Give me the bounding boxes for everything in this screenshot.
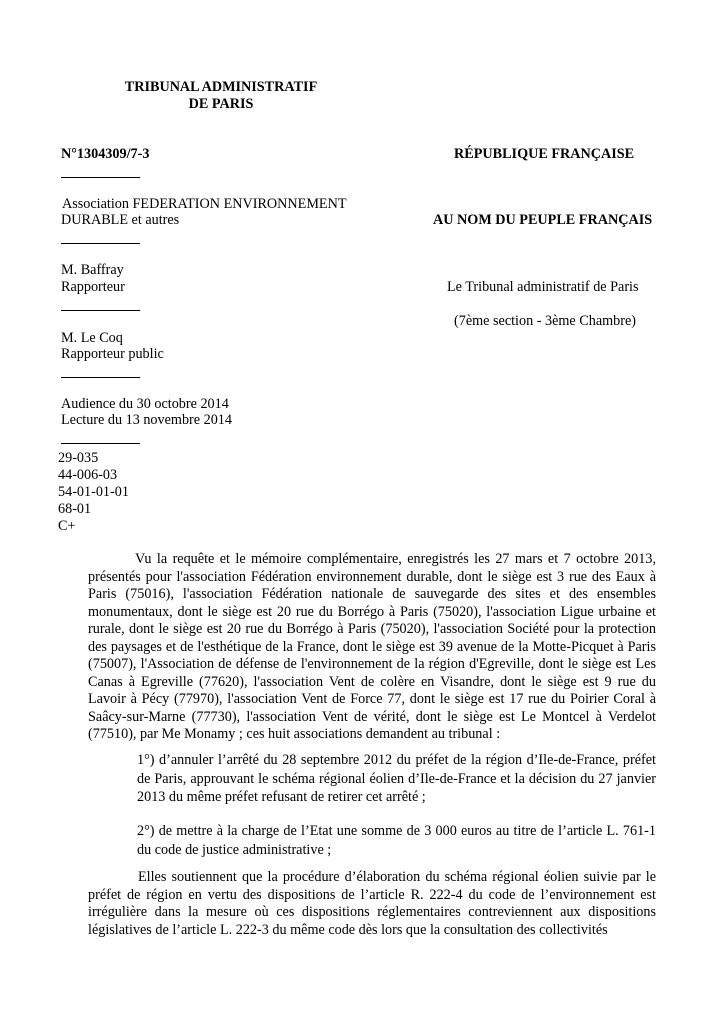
court-name-line2: DE PARIS bbox=[188, 96, 254, 112]
section-chamber: (7ème section - 3ème Chambre) bbox=[454, 313, 636, 329]
body-paragraph-arguments bbox=[88, 869, 656, 939]
lecture-date: Lecture du 13 novembre 2014 bbox=[61, 412, 232, 428]
classification-code: 44-006-03 bbox=[58, 467, 118, 483]
classification-code: C+ bbox=[58, 518, 76, 534]
public-rapporteur-name: M. Le Coq bbox=[61, 330, 123, 346]
paragraph-text: 2°) de mettre à la charge de l’Etat une somme de 3 000 euros au titre de l’article L. 761-1 du code de justice administrative ; bbox=[137, 823, 656, 858]
case-number: N°1304309/7-3 bbox=[61, 146, 150, 162]
separator bbox=[61, 310, 140, 311]
classification-code: 54-01-01-01 bbox=[58, 484, 129, 500]
party-line1: Association FEDERATION ENVIRONNEMENT bbox=[62, 196, 347, 212]
separator bbox=[61, 377, 140, 378]
public-rapporteur-role: Rapporteur public bbox=[61, 346, 164, 362]
party-line2: DURABLE et autres bbox=[61, 212, 180, 228]
tribunal-name: Le Tribunal administratif de Paris bbox=[447, 279, 639, 295]
paragraph-text: 1°) d’annuler l’arrêté du 28 septembre 2012 du préfet de la région d’Ile-de-France, préfet de Paris, approuvant le schéma régional éolien d’Ile-de-France et la décision du 27 janvier 2013 du même préfet refusant de retirer cet arrêté ; bbox=[137, 752, 656, 805]
republic-heading: RÉPUBLIQUE FRANÇAISE bbox=[454, 146, 635, 162]
body-paragraph-request bbox=[88, 551, 656, 744]
classification-code: 68-01 bbox=[58, 501, 92, 517]
conclusion-item-1 bbox=[137, 751, 656, 807]
au-nom-heading: AU NOM DU PEUPLE FRANÇAIS bbox=[433, 212, 653, 228]
rapporteur-role: Rapporteur bbox=[61, 279, 125, 295]
separator bbox=[61, 443, 140, 444]
paragraph-text: Vu la requête et le mémoire complémentaire, enregistrés les 27 mars et 7 octobre 2013, présentés pour l'association Fédération environnement durable, dont le siège est 3 rue des Eaux à Paris (75016), l'association Fédération nationale de sauvegarde des sites et des ensembles monumentaux, dont le siège est 20 rue du Borrégo à Paris (75020), l'association Ligue urbaine et rurale, dont le siège est 20 rue du Borrégo à Paris (75020), l'association Société pour la protection des paysages et de l'esthétique de la France, dont le siège est 39 avenue de la Motte-Picquet à Paris (75007), l'Association de défense de l'environnement de la région d'Egreville, dont le siège est Les Canas à Egreville (77620), l'association Vent de colère en Visandre, dont le siège est 9 rue du Lavoir à Pécy (77970), l'association Vent de Force 77, dont le siège est 17 rue du Poirier Coral à Saâcy-sur-Marne (77730), l'association Vent de vérité, dont le siège est Le Montcel à Verdelot (77510), par Me Monamy ; ces huit associations demandent au tribunal : bbox=[88, 551, 656, 742]
rapporteur-name: M. Baffray bbox=[61, 262, 124, 278]
classification-code: 29-035 bbox=[58, 450, 99, 466]
court-name-line1: TRIBUNAL ADMINISTRATIF bbox=[124, 79, 318, 95]
paragraph-text: Elles soutiennent que la procédure d’élaboration du schéma régional éolien suivie par le préfet de région en vertu des dispositions de l’article R. 222-4 du code de l’environnement est irrégulière dans la mesure où ces dispositions réglementaires contreviennent aux dispositions législatives de l’article L. 222-3 du même code dès lors que la consultation des collectivités bbox=[88, 869, 656, 938]
separator bbox=[61, 177, 140, 178]
conclusion-item-2 bbox=[137, 822, 656, 859]
audience-date: Audience du 30 octobre 2014 bbox=[61, 396, 229, 412]
separator bbox=[61, 243, 140, 244]
